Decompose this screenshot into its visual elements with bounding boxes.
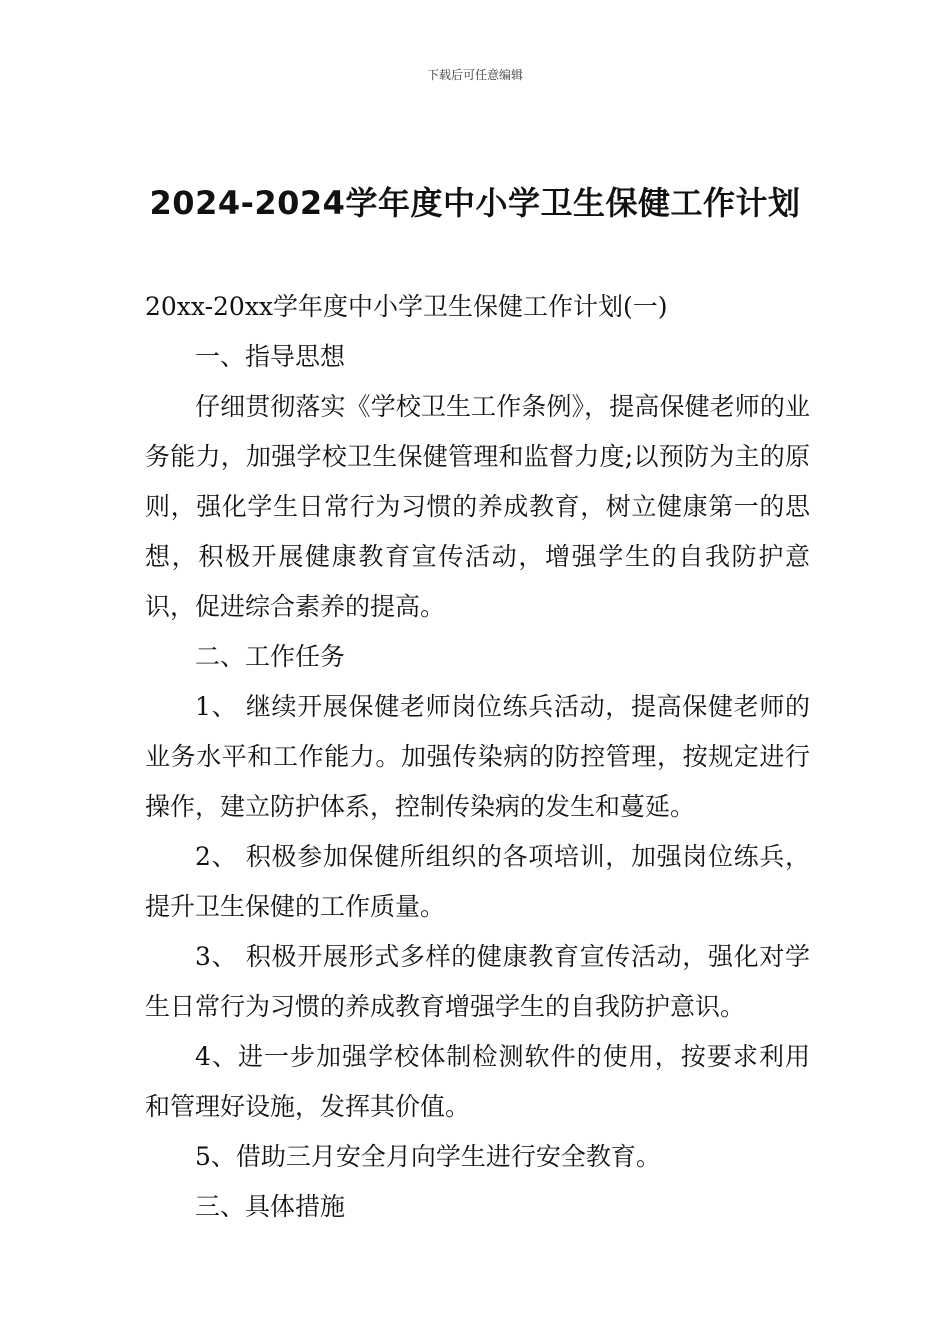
document-title: 2024-2024学年度中小学卫生保健工作计划 — [149, 184, 801, 222]
task-item-4: 4、进一步加强学校体制检测软件的使用，按要求利用和管理好设施，发挥其价值。 — [145, 1042, 810, 1121]
task-item-5: 5、借助三月安全月向学生进行安全教育。 — [195, 1142, 661, 1171]
document-body — [145, 282, 810, 1232]
task-item-2: 2、 积极参加保健所组织的各项培训，加强岗位练兵，提升卫生保健的工作质量。 — [145, 842, 810, 921]
task-item-1: 1、 继续开展保健老师岗位练兵活动，提高保健老师的业务水平和工作能力。加强传染病的防控管理，按规定进行操作，建立防护体系，控制传染病的发生和蔓延。 — [145, 692, 810, 821]
page-header-note: 下载后可任意编辑 — [426, 68, 523, 82]
task-item-3: 3、 积极开展形式多样的健康教育宣传活动，强化对学生日常行为习惯的养成教育增强学生的自我防护意识。 — [145, 942, 810, 1021]
paragraph-guiding-ideology: 仔细贯彻落实《学校卫生工作条例》，提高保健老师的业务能力，加强学校卫生保健管理和监督力度;以预防为主的原则，强化学生日常行为习惯的养成教育，树立健康第一的思想，积极开展健康教育宣传活动，增强学生的自我防护意识，促进综合素养的提高。 — [145, 392, 810, 621]
section-heading-guiding-ideology: 一、指导思想 — [195, 342, 346, 371]
section-heading-specific-measures: 三、具体措施 — [195, 1192, 346, 1221]
document-subtitle: 20xx-20xx学年度中小学卫生保健工作计划(一) — [145, 292, 668, 321]
section-heading-work-tasks: 二、工作任务 — [195, 642, 346, 671]
